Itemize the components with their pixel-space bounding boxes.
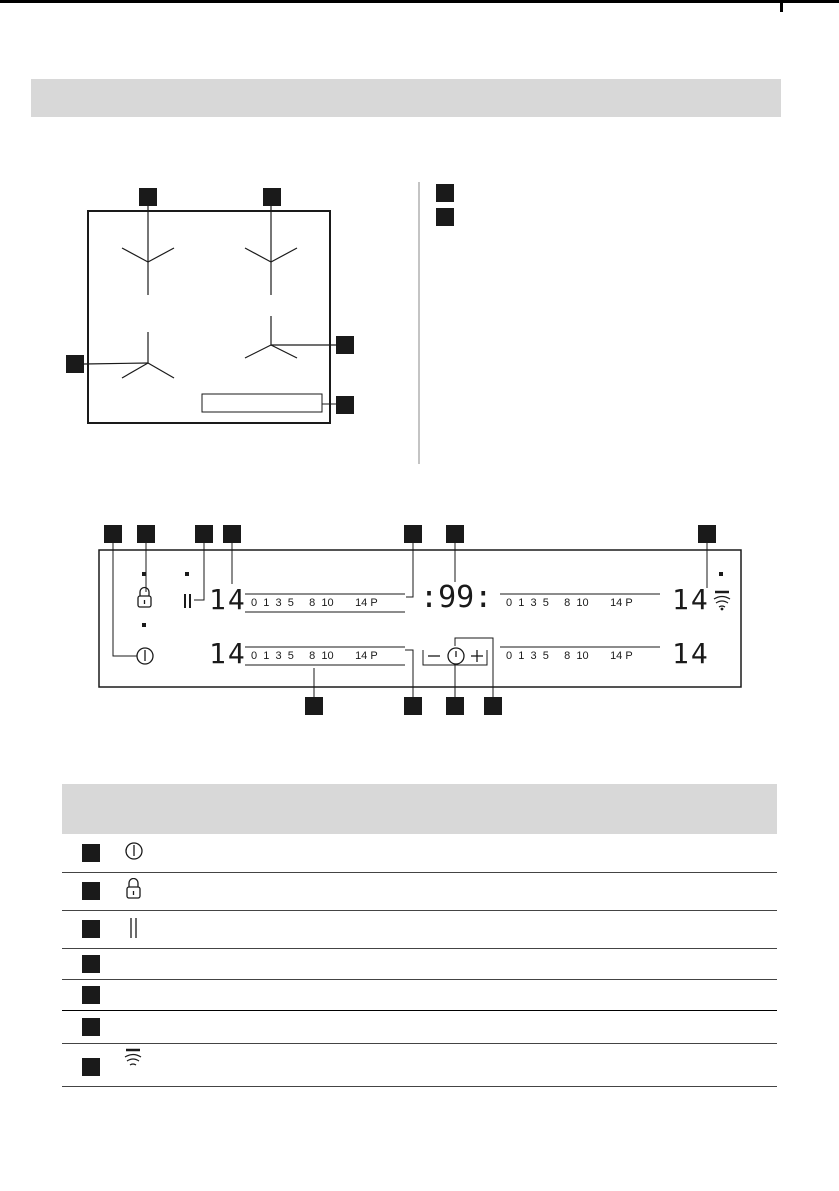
hob-hood-icon [714, 592, 730, 610]
power-icon [124, 840, 144, 862]
zone-display-rear-right: 14 [672, 583, 710, 616]
callout-square [104, 525, 122, 543]
power-scale-rear-left[interactable]: 0 1 3 5 8 10 14 P [251, 597, 378, 609]
power-scale-front-left[interactable]: 0 1 3 5 8 10 14 P [251, 650, 378, 662]
row-callout-square [82, 882, 100, 900]
row-callout-square [82, 1058, 100, 1076]
table-row [62, 979, 777, 1011]
row-callout-square [82, 1018, 100, 1036]
callout-square [223, 525, 241, 543]
callout-square [446, 525, 464, 543]
table-row [62, 1042, 777, 1087]
hob-hood-icon [122, 1048, 144, 1070]
row-callout-square [82, 955, 100, 973]
row-callout-square [82, 920, 100, 938]
callout-square [305, 697, 323, 715]
timer-display: :99: [420, 580, 493, 615]
power-icon [137, 648, 153, 664]
callout-square [404, 697, 422, 715]
pause-icon [124, 916, 144, 940]
table-row [62, 1010, 777, 1044]
callout-square [195, 525, 213, 543]
row-callout-square [82, 986, 100, 1004]
lock-icon [138, 588, 151, 608]
table-row [62, 948, 777, 980]
power-scale-rear-right[interactable]: 0 1 3 5 8 10 14 P [506, 597, 633, 609]
lock-icon [124, 878, 144, 900]
timer-controls [428, 648, 483, 664]
callout-square [446, 697, 464, 715]
callout-square [484, 697, 502, 715]
table-header [62, 784, 777, 834]
table-row [62, 872, 777, 911]
table-row [62, 910, 777, 949]
zone-display-rear-left: 14 [209, 583, 247, 616]
table-row [62, 834, 777, 873]
power-scale-front-right[interactable]: 0 1 3 5 8 10 14 P [506, 650, 633, 662]
zone-display-front-left: 14 [209, 637, 247, 670]
zone-display-front-right: 14 [672, 637, 710, 670]
callout-square [698, 525, 716, 543]
pause-icon [185, 594, 190, 608]
callout-square [404, 525, 422, 543]
row-callout-square [82, 844, 100, 862]
callout-square [137, 525, 155, 543]
